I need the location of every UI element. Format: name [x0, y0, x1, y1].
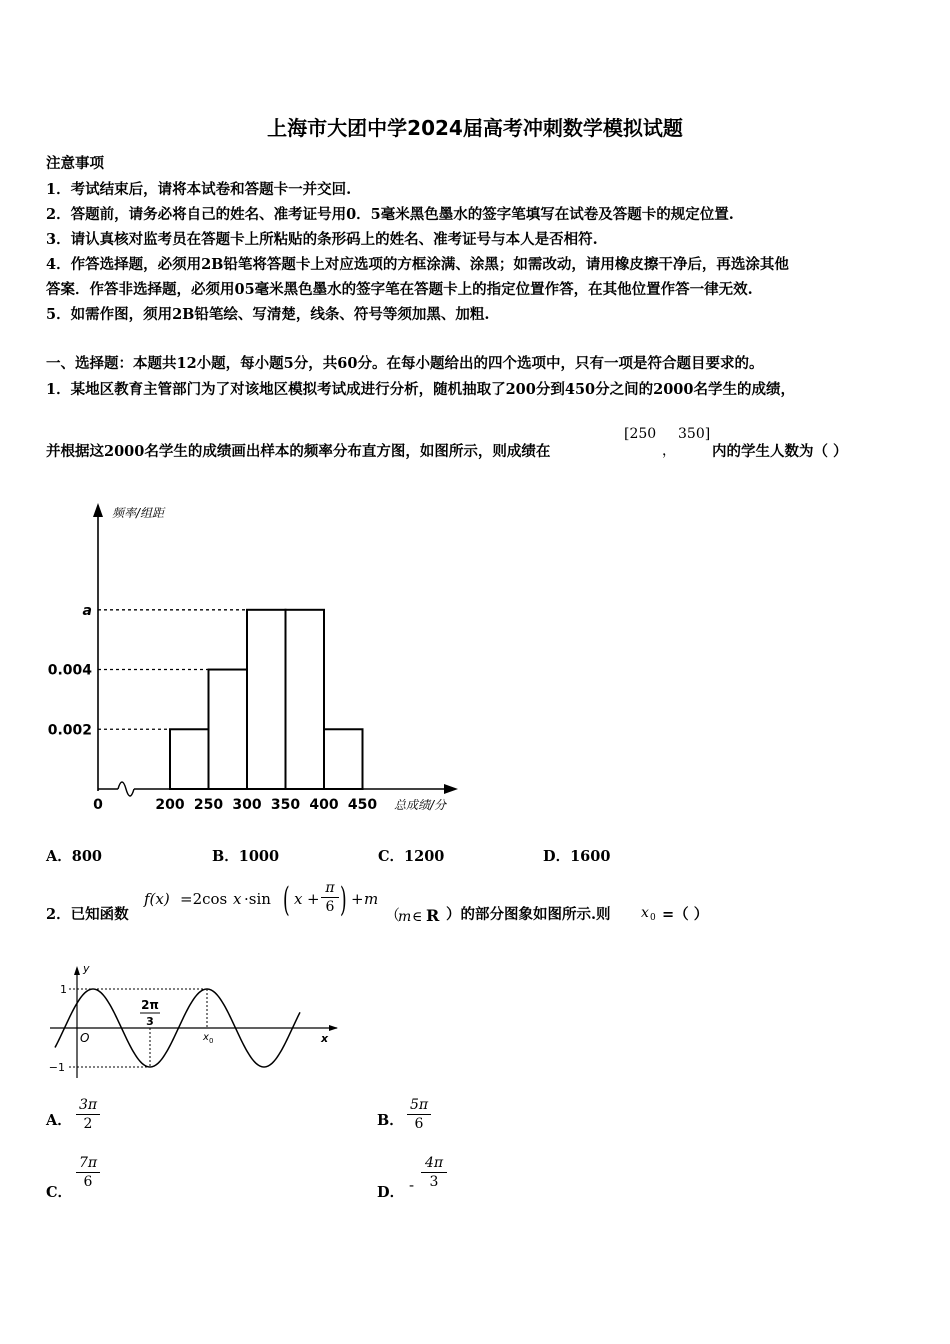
question-1-line2b: 内的学生人数为（ ）	[712, 443, 848, 460]
fraction-bar	[321, 897, 339, 898]
plus-sign: +	[307, 890, 320, 908]
origin-label: O	[80, 1031, 90, 1045]
fraction-denominator: 6	[325, 899, 335, 915]
notice-item: 2．答题前，请务必将自己的姓名、准考证号用0．5毫米黑色墨水的签字笔填写在试卷及答题卡的规定位置.	[46, 206, 734, 223]
cond-in: ∈	[412, 909, 423, 925]
x0-subscript: 0	[209, 1037, 214, 1045]
fraction-bar	[76, 1114, 100, 1115]
fraction-numerator: π	[325, 880, 335, 896]
cond-R: R	[426, 906, 440, 925]
y-axis-label: 频率/组距	[112, 506, 165, 520]
dot-sin: ·sin	[244, 890, 271, 908]
question-1-line1: 1．某地区教育主管部门为了对该地区模拟考试成进行分析，随机抽取了200分到450分之间的2000名学生的成绩，	[46, 381, 795, 398]
notice-item: 1．考试结束后，请将本试卷和答题卡一并交回.	[46, 181, 352, 198]
fraction-denominator: 6	[414, 1116, 424, 1132]
notice-item: 4．作答选择题，必须用2B铅笔将答题卡上对应选项的方框涂满、涂黑；如需改动，请用橡皮擦干净后，再选涂其他	[46, 256, 789, 273]
x-tick-label: 250	[193, 797, 224, 813]
x-tick-label: 200	[155, 797, 185, 813]
fraction-bar	[421, 1172, 447, 1173]
x-tick-label: 450	[347, 797, 378, 813]
y-one-label: 1	[60, 983, 67, 996]
histogram-bar	[247, 610, 286, 789]
y-axis-label: y	[83, 962, 90, 975]
fx-symbol: f(x)	[144, 890, 170, 908]
option-b[interactable]: B．	[377, 1112, 404, 1129]
y-tick-label: a	[82, 602, 92, 619]
option-c[interactable]: C．1200	[378, 848, 445, 865]
fraction-numerator: 5π	[409, 1097, 429, 1113]
interval-separator: ，	[662, 443, 676, 459]
histogram-chart	[40, 495, 460, 825]
x-tick-label: 350	[270, 797, 301, 813]
two-pi-label: 2π	[141, 998, 159, 1012]
pi-over-6	[321, 880, 339, 915]
option-d-value	[421, 1155, 447, 1190]
y-minus-one-label: −1	[48, 1061, 65, 1074]
histogram-bar	[209, 670, 248, 789]
x0-symbol: x	[641, 905, 649, 921]
histogram-bar	[286, 610, 325, 789]
option-c[interactable]: C．	[46, 1184, 73, 1201]
notice-item: 答案．作答非选择题，必须用05毫米黑色墨水的签字笔在答题卡上的指定位置作答，在其他位置作答一律无效.	[46, 281, 753, 298]
section-heading: 一、选择题：本题共12小题，每小题5分，共60分。在每小题给出的四个选项中，只有一项是符合题目要求的。	[46, 355, 764, 372]
cond-open: （	[385, 906, 401, 924]
fraction-denominator: 2	[83, 1116, 93, 1132]
x-axis-arrow	[444, 784, 458, 794]
fraction-denominator: 3	[429, 1174, 439, 1190]
x-axis-label: 总成绩/分	[394, 798, 447, 812]
x-symbol: x	[294, 890, 303, 908]
paren-close: )	[340, 880, 347, 920]
question-1-line2a: 并根据这2000名学生的成绩画出样本的频率分布直方图，如图所示，则成绩在	[46, 443, 551, 460]
x-axis-arrow	[329, 1025, 338, 1031]
x-axis-label: x	[321, 1032, 329, 1045]
option-c-value	[76, 1155, 100, 1190]
x-symbol: x	[233, 890, 242, 908]
page-title: 上海市大团中学2024届高考冲刺数学模拟试题	[267, 116, 683, 140]
fraction-numerator: 4π	[424, 1155, 444, 1171]
fraction-bar	[407, 1114, 431, 1115]
equals-cos: =2cos	[180, 890, 228, 908]
option-d-sign: -	[409, 1176, 415, 1194]
notice-item: 5．如需作图，须用2B铅笔绘、写清楚，线条、符号等须加黑、加粗.	[46, 306, 490, 323]
histogram-bar	[170, 729, 209, 789]
x-tick-label: 400	[309, 797, 339, 813]
interval-left: [250	[624, 426, 657, 442]
option-b[interactable]: B．1000	[212, 848, 280, 865]
paren-open: (	[283, 880, 290, 920]
sine-graph	[45, 960, 345, 1080]
cond-m: m	[398, 909, 412, 925]
option-a-value	[76, 1097, 100, 1132]
y-tick-label: 0.002	[47, 722, 92, 739]
x-tick-label: 300	[232, 797, 262, 813]
x0-subscript: 0	[650, 913, 656, 923]
x0-label: x	[203, 1032, 209, 1043]
fraction-denominator: 6	[83, 1174, 93, 1190]
fraction-numerator: 7π	[78, 1155, 98, 1171]
interval-right: 350]	[678, 426, 711, 442]
function-formula	[140, 878, 380, 928]
three-label: 3	[146, 1015, 154, 1028]
option-d[interactable]: D．	[377, 1184, 405, 1201]
notice-item: 3．请认真核对监考员在答题卡上所粘贴的条形码上的姓名、准考证号与本人是否相符.	[46, 231, 598, 248]
y-axis-arrow	[74, 966, 80, 975]
question-2-prefix: 2．已知函数	[46, 906, 129, 923]
option-a[interactable]: A．800	[46, 848, 103, 865]
option-d[interactable]: D．1600	[543, 848, 611, 865]
option-a[interactable]: A．	[46, 1112, 72, 1129]
fraction-numerator: 3π	[78, 1097, 98, 1113]
y-tick-label: 0.004	[47, 662, 92, 679]
option-b-value	[407, 1097, 431, 1132]
m-symbol: m	[364, 890, 379, 908]
question-2-suffix: ）的部分图象如图所示.则	[446, 906, 611, 923]
plus-sign: +	[351, 890, 364, 908]
histogram-bar	[324, 729, 363, 789]
fraction-bar	[76, 1172, 100, 1173]
question-2-tail: =（ ）	[662, 906, 709, 923]
y-axis-arrow	[93, 503, 103, 517]
origin-label: 0	[93, 797, 103, 813]
notice-heading: 注意事项	[46, 155, 104, 172]
axis-break	[118, 782, 134, 796]
